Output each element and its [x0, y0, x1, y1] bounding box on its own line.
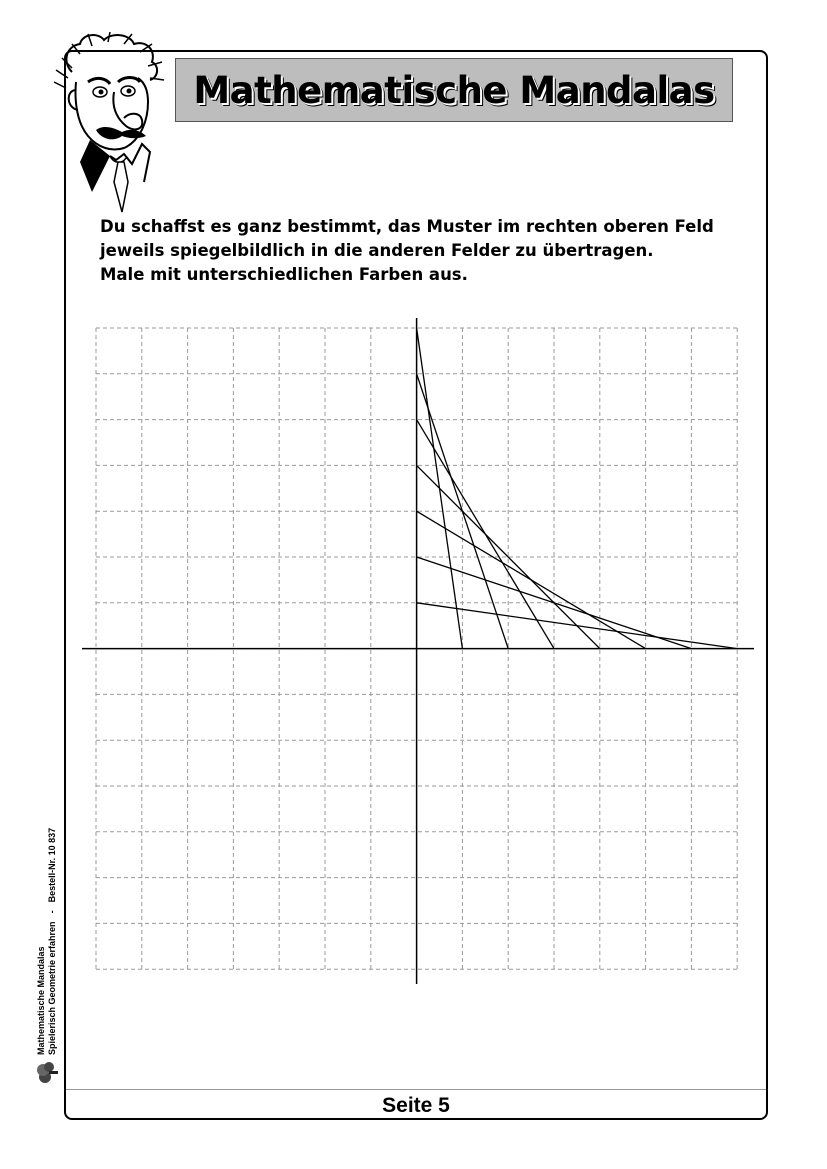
instructions-text	[100, 215, 760, 287]
page-number: Seite 5	[382, 1094, 450, 1117]
kohl-logo-icon	[36, 1059, 58, 1085]
order-number: Bestell-Nr. 10 837	[47, 827, 57, 903]
footer-divider	[66, 1089, 766, 1090]
pattern-line	[417, 603, 738, 649]
title-banner	[175, 58, 733, 122]
pattern-line	[417, 511, 646, 648]
book-title-label: Mathematische Mandalas	[36, 946, 46, 1055]
book-subtitle: Spielerisch Geometrie erfahren	[47, 921, 57, 1055]
grid-drawing	[82, 318, 754, 984]
instruction-line: Du schaffst es ganz bestimmt, das Muster im rechten oberen Feld	[100, 217, 714, 236]
publisher-side-info	[18, 755, 68, 1085]
page-title: Mathematische Mandalas	[193, 68, 715, 112]
cartoon-portrait-icon	[52, 32, 177, 217]
separator: -	[47, 910, 57, 914]
book-subtitle-line	[47, 828, 57, 1055]
instruction-line: Male mit unterschiedlichen Farben aus.	[100, 265, 468, 284]
mandala-grid	[82, 318, 754, 984]
instruction-line: jeweils spiegelbildlich in die anderen Felder zu übertragen.	[100, 241, 654, 260]
